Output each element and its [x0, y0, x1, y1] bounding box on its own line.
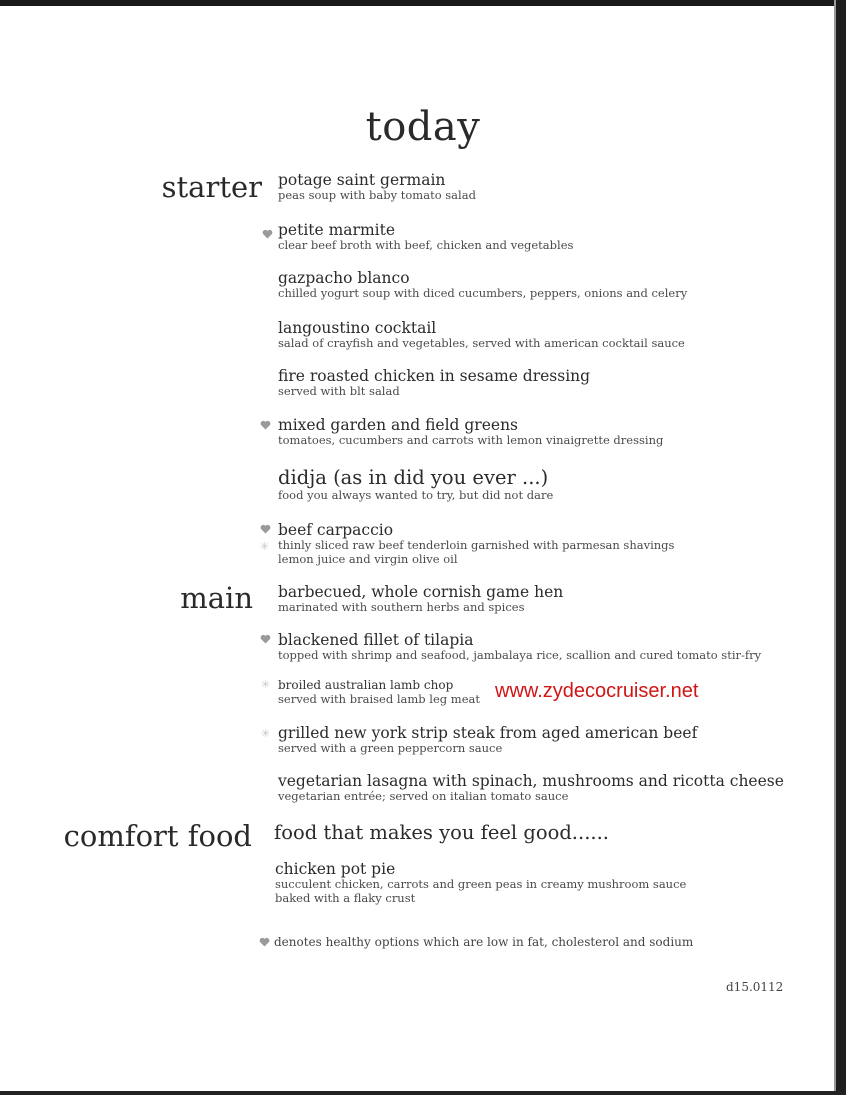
heart-icon [262, 229, 273, 239]
menu-item [278, 725, 697, 755]
item-name: gazpacho blanco [278, 269, 410, 287]
item-description: topped with shrimp and seafood, jambalaya rice, scallion and cured tomato stir-fry [278, 648, 762, 662]
item-description: thinly sliced raw beef tenderloin garnished with parmesan shavings [278, 538, 675, 552]
item-name: didja (as in did you ever ...) [278, 466, 549, 489]
item-name: barbecued, whole cornish game hen [278, 583, 564, 601]
menu-item [278, 632, 761, 662]
item-name: potage saint germain [278, 171, 446, 189]
menu-item [275, 861, 686, 905]
item-description: served with blt salad [278, 384, 400, 398]
menu-item [278, 584, 563, 614]
menu-item-featured [278, 468, 553, 502]
footnote-text: denotes healthy options which are low in fat, cholesterol and sodium [274, 935, 694, 949]
healthy-footnote [259, 935, 693, 949]
item-name: petite marmite [278, 221, 396, 239]
watermark: www.zydecocruiser.net [495, 680, 699, 702]
item-description: served with a green peppercorn sauce [278, 741, 503, 755]
menu-item [278, 222, 573, 252]
scan-edge-right [836, 0, 846, 1095]
item-description: marinated with southern herbs and spices [278, 600, 525, 614]
menu-item [278, 678, 480, 706]
menu-item [278, 320, 685, 350]
item-name: beef carpaccio [278, 521, 394, 539]
item-description: vegetarian entrée; served on italian tomato sauce [278, 789, 569, 803]
item-description: served with braised lamb leg meat [278, 692, 480, 706]
item-name: broiled australian lamb chop [278, 678, 454, 692]
heart-icon [260, 634, 271, 644]
menu-item [278, 368, 590, 398]
menu-item [278, 172, 476, 202]
comfort-tagline: food that makes you feel good...... [274, 821, 609, 844]
comfort-tagline-block [274, 823, 609, 843]
item-description: chilled yogurt soup with diced cucumbers, peppers, onions and celery [278, 286, 688, 300]
section-label-starter: starter [161, 170, 262, 204]
item-description-line2: baked with a flaky crust [275, 891, 416, 905]
star-icon: ✳ [261, 678, 271, 691]
item-description: clear beef broth with beef, chicken and vegetables [278, 238, 574, 252]
menu-item [278, 417, 663, 447]
item-description: succulent chicken, carrots and green peas in creamy mushroom sauce [275, 877, 687, 891]
heart-icon [259, 937, 270, 947]
menu-item [278, 270, 687, 300]
item-name: langoustino cocktail [278, 319, 437, 337]
item-description: tomatoes, cucumbers and carrots with lemon vinaigrette dressing [278, 433, 664, 447]
item-description: food you always wanted to try, but did not dare [278, 488, 554, 502]
item-name: mixed garden and field greens [278, 416, 519, 434]
item-name: fire roasted chicken in sesame dressing [278, 367, 591, 385]
menu-item [278, 522, 674, 566]
heart-icon [260, 524, 271, 534]
page-title: today [365, 104, 481, 150]
item-description: peas soup with baby tomato salad [278, 188, 476, 202]
heart-icon [260, 420, 271, 430]
star-icon: ✳ [260, 540, 270, 553]
scan-edge-bottom [0, 1091, 846, 1095]
item-name: vegetarian lasagna with spinach, mushrooms and ricotta cheese [278, 772, 784, 790]
menu-item [278, 773, 784, 803]
section-label-comfort-food: comfort food [63, 819, 252, 853]
menu-code: d15.0112 [726, 980, 784, 994]
item-description-line2: lemon juice and virgin olive oil [278, 552, 458, 566]
item-name: blackened fillet of tilapia [278, 631, 474, 649]
section-label-main: main [180, 581, 253, 615]
item-name: grilled new york strip steak from aged american beef [278, 724, 698, 742]
item-description: salad of crayfish and vegetables, served with american cocktail sauce [278, 336, 685, 350]
star-icon: ✳ [261, 727, 271, 740]
item-name: chicken pot pie [275, 860, 396, 878]
scan-edge-top [0, 0, 846, 6]
